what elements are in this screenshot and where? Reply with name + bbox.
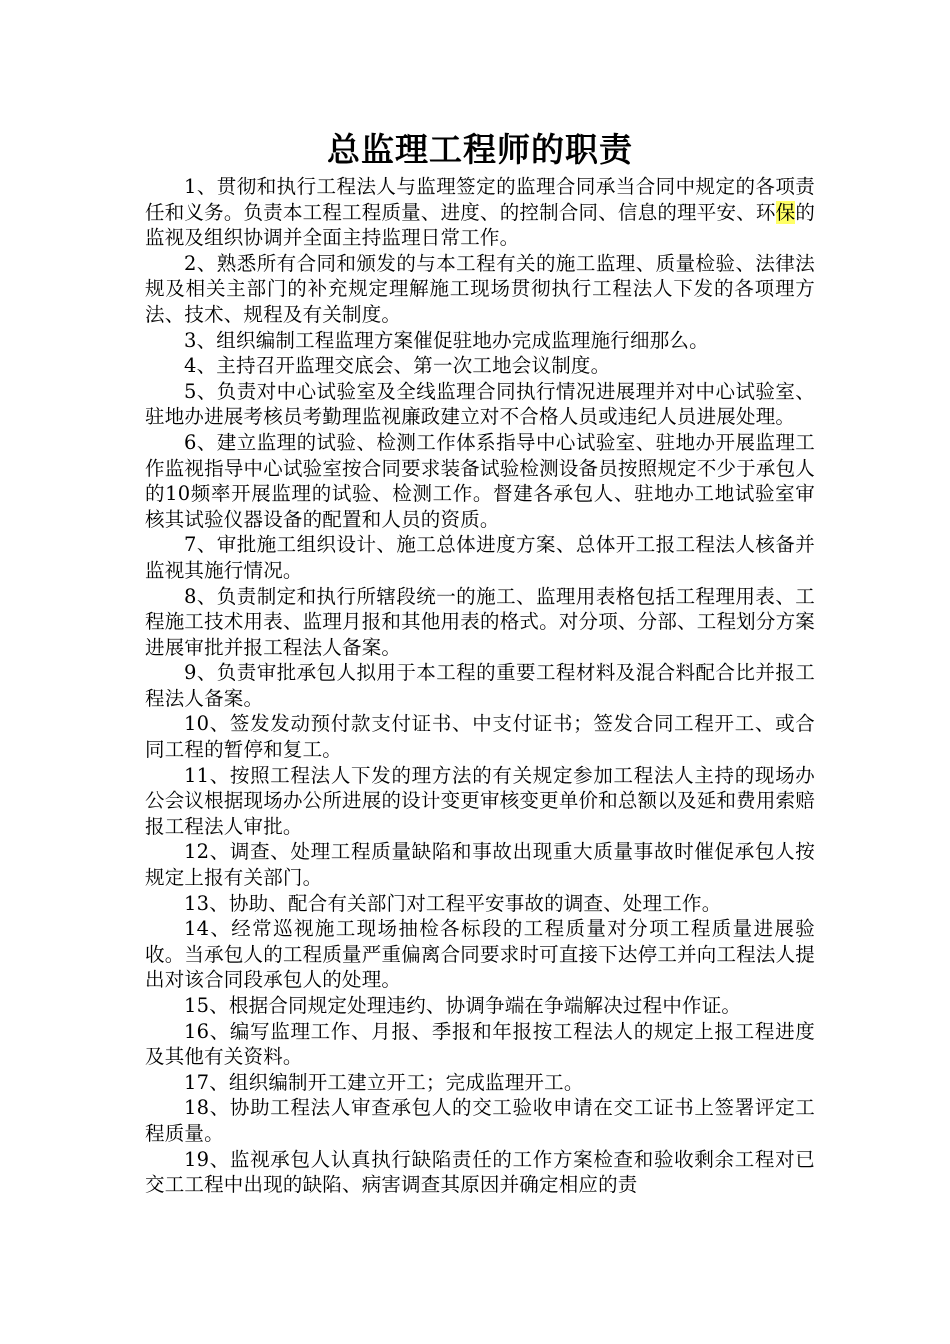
duty-paragraph bbox=[145, 174, 815, 251]
duty-paragraph bbox=[145, 532, 815, 583]
duty-paragraph bbox=[145, 763, 815, 840]
duty-paragraph bbox=[145, 328, 815, 354]
paragraph-text: 3、组织编制工程监理方案催促驻地办完成监理施行细那么。 bbox=[184, 328, 709, 352]
paragraph-text: 的监视及组织协调并全面主持监理日常工作。 bbox=[145, 200, 816, 250]
duty-paragraph bbox=[145, 1019, 815, 1070]
paragraph-text: 5、负责对中心试验室及全线监理合同执行情况进展理并对中心试验室、驻地办进展考核员考勤理监视廉政建立对不合格人员或违纪人员进展处理。 bbox=[145, 379, 815, 429]
paragraph-text: 10、签发发动预付款支付证书、中支付证书；签发合同工程开工、或合同工程的暂停和复工。 bbox=[145, 712, 815, 762]
duty-paragraph bbox=[145, 251, 815, 328]
paragraph-text: 14、经常巡视施工现场抽检各标段的工程质量对分项工程质量进展验收。当承包人的工程质量严重偏离合同要求时可直接下达停工并向工程法人提出对该合同段承包人的处理。 bbox=[145, 917, 815, 992]
paragraph-text: 4、主持召开监理交底会、第一次工地会议制度。 bbox=[184, 354, 611, 378]
paragraph-text: 15、根据合同规定处理违约、协调争端在争端解决过程中作证。 bbox=[184, 994, 742, 1017]
paragraph-text: 8、负责制定和执行所辖段统一的施工、监理用表格包括工程理用表、工程施工技术用表、监理月报和其他用表的格式。对分项、分部、工程划分方案进展审批并报工程法人备案。 bbox=[145, 584, 815, 659]
paragraph-text: 19、监视承包人认真执行缺陷责任的工作方案检查和验收剩余工程对已交工工程中出现的缺陷、病害调查其原因并确定相应的责 bbox=[145, 1147, 815, 1197]
duty-paragraph bbox=[145, 1070, 815, 1096]
duty-paragraph bbox=[145, 379, 815, 430]
highlighted-text: 保 bbox=[775, 200, 796, 224]
page-title: 总监理工程师的职责 bbox=[327, 130, 633, 169]
paragraph-text: 16、编写监理工作、月报、季报和年报按工程法人的规定上报工程进度及其他有关资料。 bbox=[145, 1019, 815, 1069]
duty-paragraph bbox=[145, 660, 815, 711]
paragraph-text: 9、负责审批承包人拟用于本工程的重要工程材料及混合料配合比并报工程法人备案。 bbox=[145, 661, 815, 710]
duty-paragraph bbox=[145, 711, 815, 762]
paragraph-text: 13、协助、配合有关部门对工程平安事故的调查、处理工作。 bbox=[184, 891, 722, 915]
paragraph-text: 7、审批施工组织设计、施工总体进度方案、总体开工报工程法人核备并监视其施行情况。 bbox=[145, 533, 815, 582]
paragraph-text: 1、贯彻和执行工程法人与监理签定的监理合同承当合同中规定的各项责任和义务。负责本工程工程质量、进度、的控制合同、信息的理平安、环 bbox=[145, 175, 815, 224]
duty-paragraph bbox=[145, 1095, 815, 1146]
duty-paragraph bbox=[145, 584, 815, 661]
duty-paragraph bbox=[145, 1147, 815, 1198]
duty-paragraph bbox=[145, 993, 815, 1019]
duty-paragraph bbox=[145, 353, 815, 379]
paragraph-text: 6、建立监理的试验、检测工作体系指导中心试验室、驻地办开展监理工作监视指导中心试验室按合同要求装备试验检测设备员按照规定不少于承包人的10频率开展监理的试验、检测工作。督建各承包人、驻地办工地试验室审核其试验仪器设备的配置和人员的资质。 bbox=[145, 430, 815, 531]
duty-paragraph bbox=[145, 430, 815, 532]
paragraph-text: 12、调查、处理工程质量缺陷和事故出现重大质量事故时催促承包人按规定上报有关部门。 bbox=[145, 840, 815, 890]
duty-paragraph bbox=[145, 891, 815, 917]
document-body bbox=[145, 174, 815, 1198]
duty-paragraph bbox=[145, 839, 815, 890]
paragraph-text: 11、按照工程法人下发的理方法的有关规定参加工程法人主持的现场办公会议根据现场办公所进展的设计变更审核变更单价和总额以及延和费用索赔报工程法人审批。 bbox=[145, 763, 815, 838]
document-page bbox=[145, 128, 815, 1198]
paragraph-text: 18、协助工程法人审查承包人的交工验收申请在交工证书上签署评定工程质量。 bbox=[145, 1096, 815, 1145]
duty-paragraph bbox=[145, 916, 815, 993]
paragraph-text: 2、熟悉所有合同和颁发的与本工程有关的施工监理、质量检验、法律法规及相关主部门的补充规定理解施工现场贯彻执行工程法人下发的各项理方法、技术、规程及有关制度。 bbox=[145, 251, 815, 326]
paragraph-text: 17、组织编制开工建立开工；完成监理开工。 bbox=[184, 1070, 584, 1094]
